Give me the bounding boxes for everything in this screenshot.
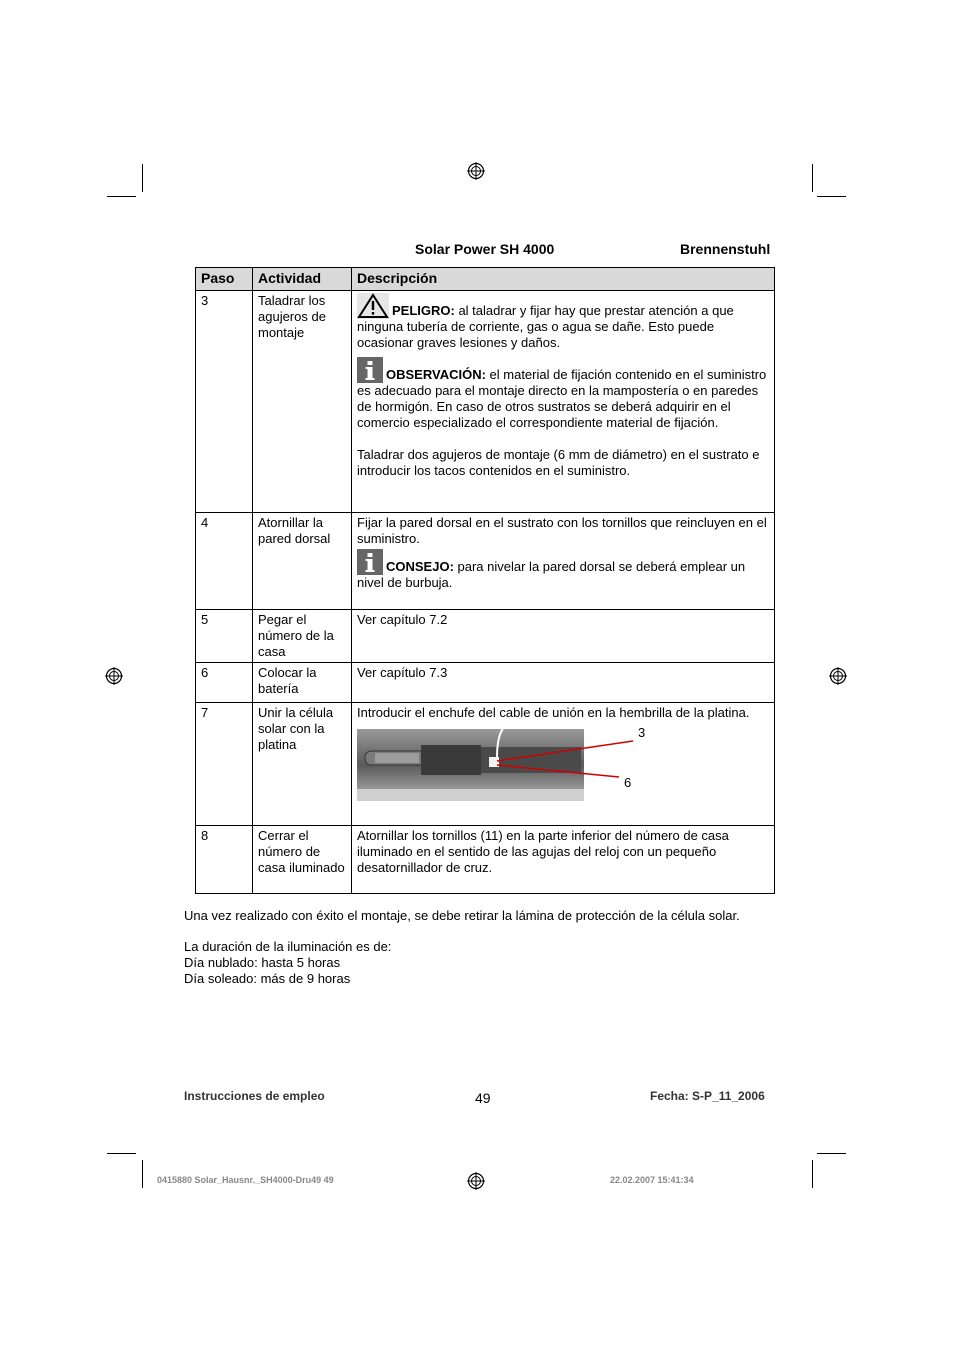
step-description bbox=[352, 513, 775, 610]
step-activity: Atornillar la pared dorsal bbox=[253, 513, 352, 610]
step-description bbox=[352, 703, 775, 826]
warning-text: al taladrar y fijar hay que prestar atención a que ninguna tubería de corriente, gas o agua se dañe. Esto puede ocasionar graves lesiones y daños. bbox=[357, 303, 734, 350]
observation-text: el material de fijación contenido en el suministro es adecuado para el montaje directo en la mampostería o en paredes de hormigón. En caso de otros sustratos se deberá adquirir en el comercio especializado el correspondiente material de fijación. bbox=[357, 367, 767, 430]
info-icon bbox=[357, 357, 383, 383]
tip-text: para nivelar la pared dorsal se deberá emplear un nivel de burbuja. bbox=[357, 559, 746, 590]
step-text: Introducir el enchufe del cable de unión en la hembrilla de la platina. bbox=[357, 705, 750, 720]
registration-mark-icon bbox=[829, 667, 847, 685]
print-slug-left: 0415880 Solar_Hausnr._SH4000-Dru49 49 bbox=[157, 1175, 334, 1185]
circuit-board-photo bbox=[357, 725, 767, 807]
print-slug-right: 22.02.2007 15:41:34 bbox=[610, 1175, 694, 1185]
table-row bbox=[196, 826, 775, 894]
observation-note bbox=[357, 357, 769, 431]
step-number: 3 bbox=[196, 291, 253, 513]
circuit-board-image bbox=[357, 729, 767, 807]
step-description: Ver capítulo 7.3 bbox=[352, 663, 775, 703]
step-activity: Pegar el número de la casa bbox=[253, 610, 352, 663]
crop-mark bbox=[812, 164, 813, 192]
step-activity: Cerrar el número de casa iluminado bbox=[253, 826, 352, 894]
tip-label: CONSEJO: bbox=[386, 559, 454, 574]
crop-mark bbox=[107, 1153, 136, 1154]
registration-mark-icon bbox=[105, 667, 123, 685]
crop-mark bbox=[817, 196, 846, 197]
warning-note bbox=[357, 293, 769, 351]
step-activity: Taladrar los agujeros de montaje bbox=[253, 291, 352, 513]
body-paragraph: La duración de la iluminación es de: bbox=[184, 939, 392, 954]
body-paragraph: Una vez realizado con éxito el montaje, se debe retirar la lámina de protección de la célula solar. bbox=[184, 908, 740, 923]
table-row bbox=[196, 513, 775, 610]
table-row bbox=[196, 610, 775, 663]
footer-right: Fecha: S-P_11_2006 bbox=[650, 1089, 765, 1103]
callout-label: 3 bbox=[638, 725, 646, 740]
table-row bbox=[196, 291, 775, 513]
table-header-row bbox=[196, 268, 775, 291]
product-title: Solar Power SH 4000 bbox=[415, 241, 555, 257]
step-description: Atornillar los tornillos (11) en la parte inferior del número de casa iluminado en el sentido de las agujas del reloj con un pequeño desatornillador de cruz. bbox=[352, 826, 775, 894]
column-header-paso: Paso bbox=[196, 268, 253, 291]
step-number: 6 bbox=[196, 663, 253, 703]
crop-mark bbox=[812, 1160, 813, 1188]
step-number: 4 bbox=[196, 513, 253, 610]
table-row bbox=[196, 663, 775, 703]
step-number: 8 bbox=[196, 826, 253, 894]
footer-left: Instrucciones de empleo bbox=[184, 1089, 325, 1103]
registration-mark-icon bbox=[467, 1172, 485, 1190]
crop-mark bbox=[142, 1160, 143, 1188]
step-activity: Colocar la batería bbox=[253, 663, 352, 703]
column-header-actividad: Actividad bbox=[253, 268, 352, 291]
column-header-descripcion: Descripción bbox=[352, 268, 775, 291]
brand-name: Brennenstuhl bbox=[680, 241, 771, 257]
steps-table bbox=[195, 267, 775, 894]
callout-label: 6 bbox=[624, 775, 632, 790]
step-text: Taladrar dos agujeros de montaje (6 mm de diámetro) en el sustrato e introducir los tacos contenidos en el suministro. bbox=[357, 447, 760, 478]
warning-triangle-icon bbox=[357, 293, 389, 319]
crop-mark bbox=[142, 164, 143, 192]
warning-label: PELIGRO: bbox=[392, 303, 455, 318]
page-number: 49 bbox=[475, 1090, 491, 1106]
info-icon bbox=[357, 549, 383, 575]
body-paragraph: Día nublado: hasta 5 horas bbox=[184, 955, 341, 970]
step-text: Fijar la pared dorsal en el sustrato con los tornillos que reincluyen en el suministro. bbox=[357, 515, 767, 546]
body-paragraph: Día soleado: más de 9 horas bbox=[184, 971, 351, 986]
step-description: Ver capítulo 7.2 bbox=[352, 610, 775, 663]
tip-note bbox=[357, 549, 769, 591]
crop-mark bbox=[107, 196, 136, 197]
step-number: 5 bbox=[196, 610, 253, 663]
step-number: 7 bbox=[196, 703, 253, 826]
table-row bbox=[196, 703, 775, 826]
crop-mark bbox=[817, 1153, 846, 1154]
observation-label: OBSERVACIÓN: bbox=[386, 367, 486, 382]
step-activity: Unir la célula solar con la platina bbox=[253, 703, 352, 826]
registration-mark-icon bbox=[467, 162, 485, 180]
step-description bbox=[352, 291, 775, 513]
